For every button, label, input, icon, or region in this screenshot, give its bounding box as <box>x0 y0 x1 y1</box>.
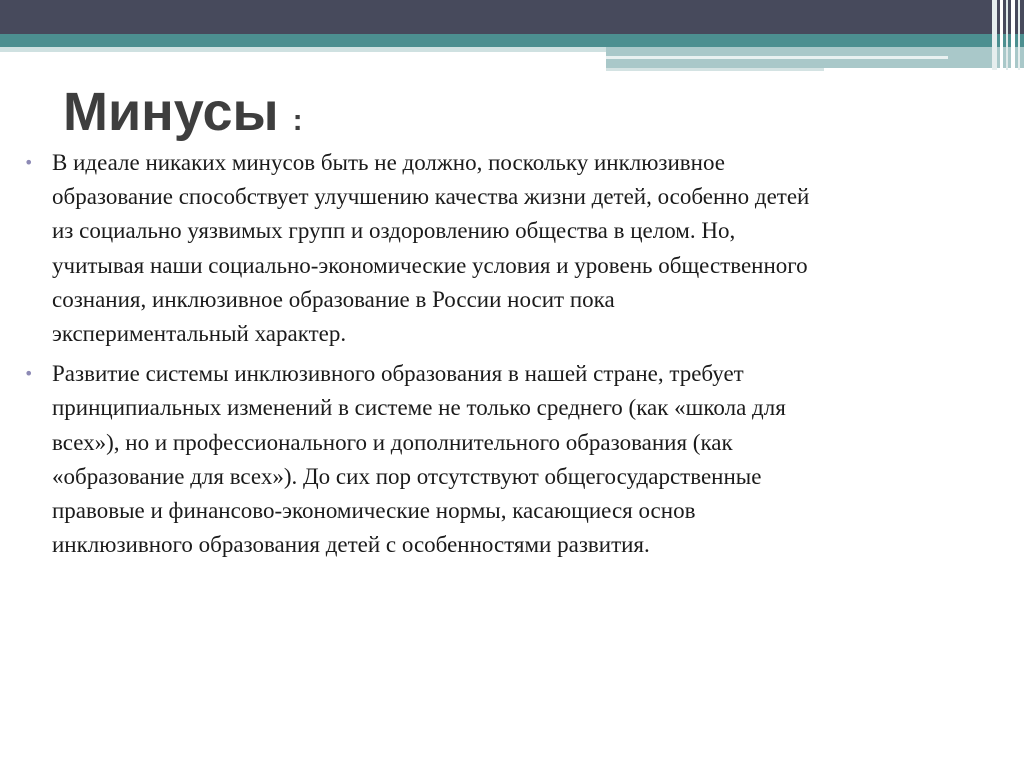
vertical-decor-stripe <box>1018 0 1020 70</box>
bullet-item <box>20 357 1000 562</box>
slide-title <box>63 82 303 151</box>
bullet-dot-icon: • <box>24 153 34 172</box>
bullet-text-line: всех»), но и профессионального и дополнительного образования (как <box>52 429 733 455</box>
teal-decor-band <box>0 34 1024 47</box>
bullet-text-line: принципиальных изменений в системе не только среднего (как «школа для <box>52 395 786 421</box>
bullet-text-line: «образование для всех»). До сих пор отсутствуют общегосударственные <box>52 463 762 489</box>
vertical-decor-stripe <box>1011 0 1015 70</box>
slide-title-text: Минусы <box>63 82 279 142</box>
right-decor-line-lower <box>606 68 824 71</box>
bullet-text-line: В идеале никаких минусов быть не должно, поскольку инклюзивное <box>52 150 725 175</box>
bullet-text-line: образование способствует улучшению качества жизни детей, особенно детей <box>52 184 810 210</box>
vertical-decor-stripe <box>1006 0 1008 70</box>
bullet-text-line: сознания, инклюзивное образование в России носит пока <box>52 286 615 312</box>
bullet-text-line: инклюзивного образования детей с особенностями развития. <box>52 532 650 558</box>
bullet-text-line: из социально уязвимых групп и оздоровлению общества в целом. Но, <box>52 218 736 244</box>
bullet-text-line: экспериментальный характер. <box>52 321 347 347</box>
right-decor-line <box>606 56 948 59</box>
bullet-item <box>20 146 1000 351</box>
top-decor-band <box>0 0 1024 34</box>
bullet-text-line: учитывая наши социально-экономические условия и уровень общественного <box>52 252 808 278</box>
bullet-list <box>20 146 1000 568</box>
bullet-dot-icon: • <box>24 364 34 384</box>
slide-title-colon: : <box>292 104 303 137</box>
bullet-text-line: Развитие системы инклюзивного образования в нашей стране, требует <box>52 361 744 387</box>
bullet-text-line: правовые и финансово-экономические нормы, касающиеся основ <box>52 498 696 524</box>
vertical-decor-stripe <box>1000 0 1003 70</box>
vertical-decor-stripe <box>992 0 997 70</box>
teal-decor-underline <box>0 47 606 52</box>
